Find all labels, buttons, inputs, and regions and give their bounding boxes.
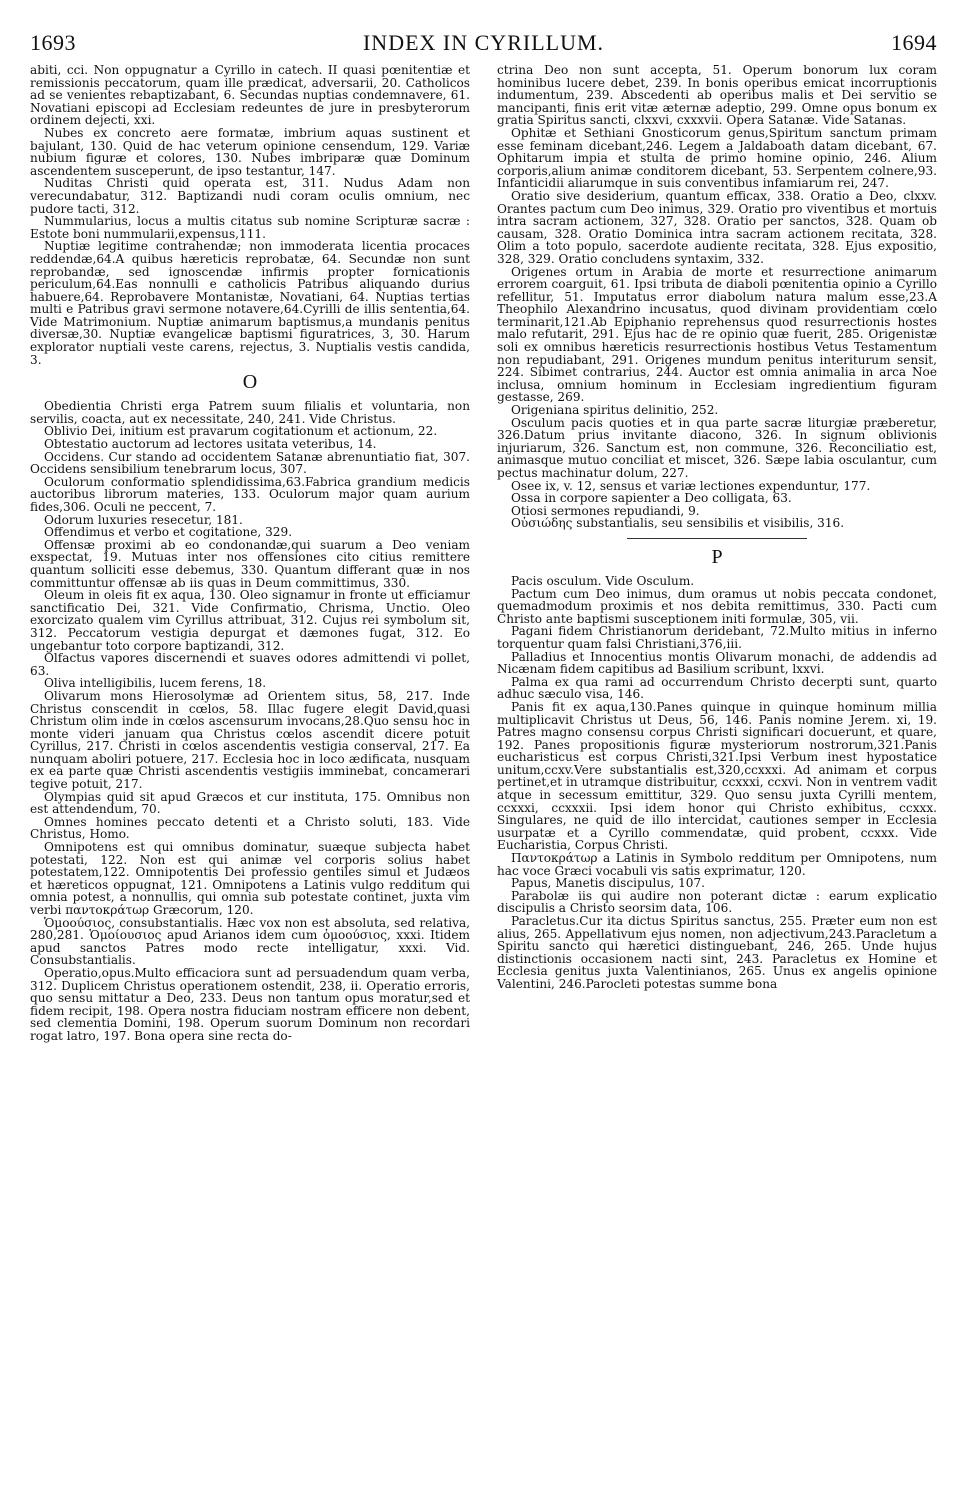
index-entry: Occidens. Cur stando ad occidentem Satanæ abrenuntiatio fiat, 307. Occidens sensibilium tenebrarum locus, 307. [30,449,470,477]
index-entry: Palma ex qua rami ad occurrendum Christo decerpti sunt, quarto adhuc sæculo visa, 146. [497,674,937,702]
index-entry: Pagani fidem Christianorum deridebant, 72.Multo mitius in inferno torquentur quam falsi Christiani,376,iii. [497,624,937,651]
index-entry: Osculum pacis quoties et in qua parte sacræ liturgiæ præberetur, 326.Datum prius invitante diacono, 326. In signum oblivionis injuriarum, 326. Sanctum est, non commune, 326. Reconciliatio est, animasque mutuo conciliat et miscet, 326. Sæpe labia osculantur, cum pectus machinatur dolum, 227. [497,415,937,480]
index-entry: Olivarum mons Hierosolymæ ad Orientem situs, 58, 217. Inde Christus conscendit in cœlos, 58. Illac fugere elegit David,quasi Christum olim inde in cœlos ascensurum invocans,28.Quo sensu hoc in monte videri januam qua Christus cœlos ascendit dicere potuit Cyrillus, 217. Christi in cœlos ascendentis vestigia conserval, 217. Ea nunquam aboliri potuere, 217. Ecclesia hoc in loco ædificata, nusquam ex ea parte quæ Christi ascendentis vestigiis imminebat, concamerari tegive potuit, 217. [30,688,470,792]
index-entry: Olfactus vapores discernendi et suaves odores admittendi vi pollet, 63. [30,651,470,678]
page-title: INDEX IN CYRILLUM. [362,30,605,55]
index-entry: Nuptiæ legitime contrahendæ; non immoderata licentia procaces reddendæ,64.A quibus hæreticis reprobatæ, 64. Secundæ non sunt reprobandæ, sed ignoscendæ infirmis propter fornicationis periculum,64.Eas nonnulli e catholicis Patribus aliquando durius habuere,64. Reprobavere Montanistæ, Novatiani, 64. Nuptias tertias multi e Patribus gravi sermone notavere,64.Cyrilli de illis sententia,64. Vide Matrimonium. Nuptiæ animarum baptismus,a mundanis penitus diversæ,30. Nuptiæ evangelicæ baptismi figuratrices, 3, 30. Harum explorator nuptiali veste carens, rejectus, 3. Nuptialis vestis candida, 3. [30,239,470,367]
index-entry: Panis fit ex aqua,130.Panes quinque in quinque hominum millia multiplicavit Christus ut Deus, 56, 146. Panis nomine Jerem. xi, 19. Patres magno consensu corpus Christi significari docuerunt, et quare, 192. Panes propositionis figuræ mysteriorum nostrorum,321.Panis eucharisticus est corpus Christi,321.Ipsi Verbum inest hypostatice unitum,ccxv.Vere substantialis est,320,ccxxxi. Ad animam et corpus pertinet,et in utramque distribuitur, ccxxxi, ccxvi. Non in ventrem vadit atque in secessum emittitur, 329. Quo sensu juxta Cyrilli mentem, ccxxxi, ccxxxii. Ipsi idem honor qui Christo exhibitus, ccxxx. Singulares, ne quid de illo intercidat, cautiones semper in Ecclesia usurpatæ et a Cyrillo commendatæ, quid probent, ccxxx. Vide Eucharistia, Corpus Christi. [497,699,937,853]
index-entry: Oleum in oleis fit ex aqua, 130. Oleo signamur in fronte ut efficiamur sanctificatio Dei, 321. Vide Confirmatio, Chrisma, Unctio. Oleo exorcizato qualem vim Cyrillus attribuat, 312. Cujus rei symbolum sit, 312. Peccatorum vestigia depurgat et dæmones fugat, 312. Eo ungebantur toto corpore baptizandi, 312. [30,588,470,653]
index-entry: Obtestatio auctorum ad lectores usitata veteribus, 14. [44,437,377,452]
index-entry: Omnipotens est qui omnibus dominatur, suæque subjecta habet potestati, 122. Non est qui animæ vel corporis solius habet potestatem,122. Omnipotentis Dei professio gentiles simul et Judæos et hæreticos oppugnat, 121. Omnipotens a Latinis vulgo redditum qui omnia potest, a nonnullis, qui omnia sub potestate continet, juxta vim verbi παντοκράτωρ Græcorum, 120. [30,840,470,917]
index-entry: abiti, cci. Non oppugnatur a Cyrillo in catech. II quasi pœnitentiæ et remissionis peccatorum, quam ille prædicat, adversarii, 20. Catholicos ad se venientes rebaptizabant, 6. Secundas nuptias condemnavere, 61. Novatiani episcopi ad Ecclesiam redeuntes de jure in presbyterorum ordinem dejecti, xxi. [30,63,470,128]
index-entry: Nummularius, locus a multis citatus sub nomine Scripturæ sacræ : Estote boni nummularii,expensus,111. [30,214,470,241]
index-entry: Osee ix, v. 12, sensus et variæ lectiones expenduntur, 177. [511,478,871,493]
left-page-number: 1693 [30,30,76,55]
index-entry: ctrina Deo non sunt accepta, 51. Operum bonorum lux coram hominibus lucere debet, 239. In bonis operibus emicat incorruptionis indumentum, 239. Abscedenti ab operibus malis et Dei servitio se mancipanti, finis erit vitæ æternæ adeptio, 299. Omne opus bonum ex gratia Spiritus sancti, clxxvi, cxxxvii. Opera Satanæ. Vide Satanas. [497,63,937,128]
index-entry: Paracletus.Cur ita dictus Spiritus sanctus, 255. Præter eum non est alius, 265. Appellativum ejus nomen, non adjectivum,243.Paracletum a Spiritu sancto qui hæretici distinguebant, 246, 265. Unde hujus distinctionis occasionem nacti sint, 243. Paracletus ex Homine et Ecclesia genitus juxta Valentinianos, 265. Unus ex angelis opinione Valentini, 246.Parocleti potestas summe bona [497,914,937,991]
index-entry: Ὁμοούσιος, consubstantialis. Hæc vox non est absoluta, sed relativa, 280,281. Ὁμοίουσιος apud Arianos idem cum ὁμοούσιος, xxxi. Itidem apud sanctos Patres modo recte intelligatur, xxxi. Vid. Consubstantialis. [30,915,470,968]
section-letter: P [711,545,723,568]
index-entry: Operatio,opus.Multo efficaciora sunt ad persuadendum quam verba, 312. Duplicem Christus operationem ostendit, 238, ii. Operatio erroris, quo sensu mittatur a Deo, 233. Deus non tantum opus moratur,sed et fidem recipit, 198. Opera nostra fiduciam nostram efficere non debent, sed clementia Domini, 198. Operum suorum Dominum non recordari rogat latro, 197. Bona opera sine recta do- [30,965,470,1043]
index-entry: Pactum cum Deo inimus, dum oramus ut nobis peccata condonet, quemadmodum proximis et nos debita remittimus, 330. Pacti cum Christo ante baptismi susceptionem initi formulæ, 305, vii. [497,586,937,626]
index-entry: Oculorum conformatio splendidissima,63.Fabrica grandium medicis auctoribus librorum materies, 133. Oculorum major quam aurium fides,306. Oculi ne peccent, 7. [30,474,470,514]
section-letter: O [242,371,258,394]
index-entry: Omnes homines peccato detenti et a Christo soluti, 183. Vide Christus, Homo. [30,814,470,842]
index-entry: Ossa in corpore sapienter a Deo colligata, 63. [511,491,792,506]
index-entry: Origeniana spiritus delinitio, 252. [511,403,719,418]
index-entry: Origenes ortum in Arabia de morte et resurrectione animarum errorem coarguit, 61. Ipsi tributa de diaboli pœnitentia opinio a Cyrillo refellitur, 51. Imputatus error diabolum natura malum esse,23.A Theophilo Alexandrino incusatus, quod divinam providentiam cœlo terminarit,121.Ab Epiphanio reprehensus quod resurrectionis hostes malo refutarit, 291. Ejus hac de re opinio quæ fuerit, 285. Origenistæ soli ex omnibus hæreticis resurrectionis hostibus Vetus Testamentum non repudiabant, 291. Origenes mundum penitus interiturum sensit, 224. Sibimet contrarius, 244. Auctor est omnia animalia in arca Noe inclusa, omnium hominum in Ecclesiam ingredientium figuram gestasse, 269. [497,264,937,405]
index-entry: Ophitæ et Sethiani Gnosticorum genus,Spiritum sanctum primam esse feminam dicebant,246. Legem a Jaldaboath datam dicebant, 67. Ophitarum impia et stulta de primo homine opinio, 246. Alium corporis,alium animæ conditorem dicebant, 53. Serpentem colnere,93. Infanticidii aliarumque in suis conventibus infamiarum rei, 247. [497,125,937,191]
columns [30,64,937,1043]
section-divider [627,538,807,539]
index-entry: Nubes ex concreto aere formatæ, imbrium aquas sustinent et bajulant, 130. Quid de hac veterum opinione censendum, 129. Variæ nubium figuræ et colores, 130. Nubes imbriparæ quæ Dominum ascendentem susceperunt, de ipso testantur, 147. [30,125,470,178]
right-column [497,64,937,1043]
index-entry: Oblivio Dei, initium est pravarum cogitationum et actionum, 22. [44,424,438,439]
index-entry: Parabolæ iis qui audire non poterant dictæ : earum explicatio discipulis a Christo seorsim data, 106. [497,888,937,916]
right-page-number: 1694 [891,30,937,55]
index-entry: Oliva intelligibilis, lucem ferens, 18. [44,676,267,691]
index-entry: Οὐσιώδης substantialis, seu sensibilis et visibilis, 316. [511,516,845,531]
index-entry: Otiosi sermones repudiandi, 9. [511,503,700,518]
index-entry: Nuditas Christi quid operata est, 311. Nudus Adam non verecundabatur, 312. Baptizandi nudi coram oculis omnium, nec pudore tacti, 312. [30,176,470,216]
page-header [30,30,937,62]
left-column [30,64,470,1043]
index-entry: Παντοκράτωρ a Latinis in Symbolo redditum per Omnipotens, num hac voce Græci vocabuli vis satis exprimatur, 120. [497,851,937,878]
index-entry: Oratio sive desiderium, quantum efficax, 338. Oratio a Deo, clxxv. Orantes pactum cum Deo inimus, 329. Oratio pro viventibus et mortuis intra sacram actionem, 327, 328. Oratio per sanctos, 328. Quam ob causam, 328. Oratio Dominica intra sacram actionem recitata, 328. Olim a toto populo, sacerdote audiente recitata, 328. Ejus expositio, 328, 329. Oratio concludens syntaxim, 332. [497,188,937,266]
index-entry: Olympias quid sit apud Græcos et cur instituta, 175. Omnibus non est attendendum, 70. [30,789,470,817]
index-entry: Papus, Manetis discipulus, 107. [511,876,706,891]
index-entry: Offendimus et verbo et cogitatione, 329. [44,525,293,540]
index-entry: Pacis osculum. Vide Osculum. [511,573,695,588]
index-entry: Offensæ proximi ab eo condonandæ,qui suarum a Deo veniam exspectat, 19. Mutuas inter nos offensiones cito citius remittere quantum solliciti esse debemus, 330. Quantum differant quæ in nos committuntur offensæ ab iis quas in Deum committimus, 330. [30,537,470,590]
index-entry: Odorum luxuries resecetur, 181. [44,512,243,527]
index-entry: Palladius et Innocentius montis Olivarum monachi, de addendis ad Nicænam fidem capitibus ad Basilium scribunt, lxxvi. [497,649,937,677]
index-entry: Obedientia Christi erga Patrem suum filialis et voluntaria, non servilis, coacta, aut ex necessitate, 240, 241. Vide Christus. [30,399,470,426]
